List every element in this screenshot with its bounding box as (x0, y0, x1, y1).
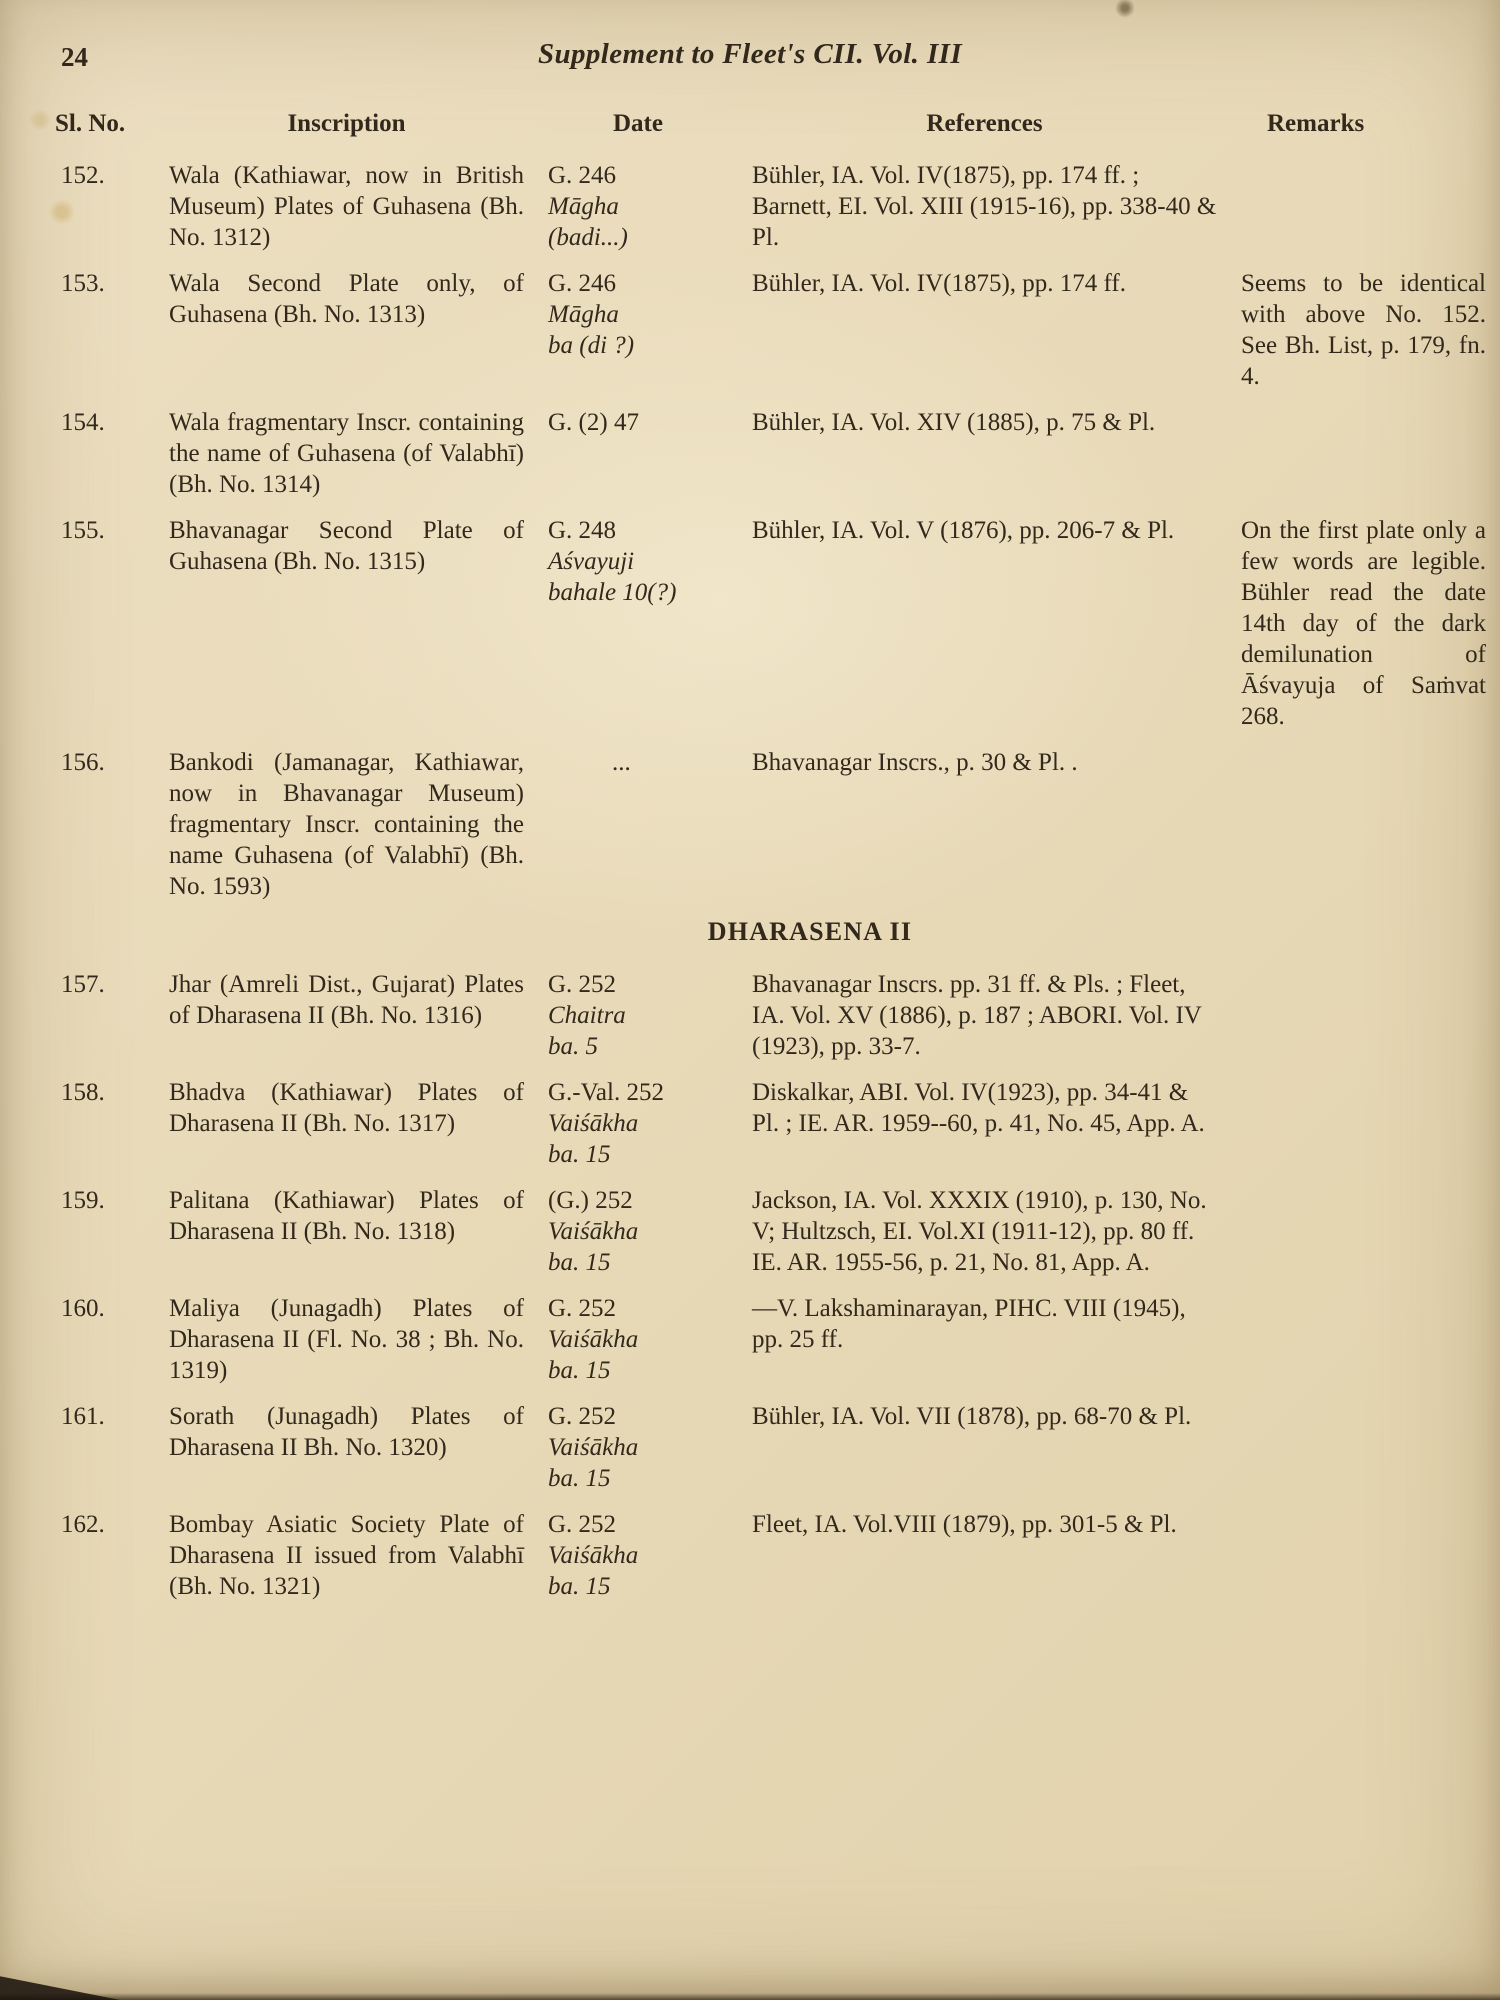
date-cell (548, 1509, 728, 1602)
date-cell (548, 1293, 728, 1386)
inscription-cell: Wala fragmentary Inscr. containing the name of Guhasena (of Valabhī) (Bh. No. 1314) (169, 409, 524, 498)
remarks-cell (1241, 747, 1486, 902)
section-heading: DHARASENA II (707, 917, 913, 946)
date-line: (G.) 252 (548, 1187, 633, 1214)
date-line: G. (2) 47 (548, 409, 639, 436)
column-header-references: References (926, 110, 1043, 137)
row-serial-number: 154. (61, 409, 105, 436)
table-row (55, 1293, 1500, 1386)
remarks-cell (1241, 407, 1486, 500)
date-line: G. 252 (548, 1511, 617, 1538)
page-header (55, 34, 1500, 86)
date-line: Vaiśākha (548, 1542, 639, 1569)
date-line: ba. 15 (548, 1141, 611, 1168)
date-line: (badi...) (548, 224, 628, 251)
inscription-cell: Palitana (Kathiawar) Plates of Dharasena II (Bh. No. 1318) (169, 1187, 524, 1245)
scan-bottom-edge-shadow (0, 1993, 1500, 2000)
date-line: ba. 15 (548, 1249, 611, 1276)
references-cell: Bhavanagar Inscrs., p. 30 & Pl. . (752, 749, 1078, 776)
table-row (55, 1077, 1500, 1170)
date-line: Vaiśākha (548, 1326, 639, 1353)
table-row (55, 1401, 1500, 1494)
inscription-cell: Jhar (Amreli Dist., Gujarat) Plates of Dharasena II (Bh. No. 1316) (169, 971, 524, 1029)
date-line: Vaiśākha (548, 1110, 639, 1137)
remarks-cell (1241, 969, 1486, 1062)
references-cell: Diskalkar, ABI. Vol. IV(1923), pp. 34-41 & Pl. ; IE. AR. 1959--60, p. 41, No. 45, App. A. (752, 1079, 1205, 1137)
remarks-cell (1241, 1185, 1486, 1278)
references-cell: Bhavanagar Inscrs. pp. 31 ff. & Pls. ; Fleet, IA. Vol. XV (1886), p. 187 ; ABORI. Vol. IV (1923), pp. 33-7. (752, 971, 1202, 1060)
date-line: ba (di ?) (548, 332, 635, 359)
date-line: ... (612, 749, 631, 776)
date-line: Vaiśākha (548, 1218, 639, 1245)
remarks-cell: Seems to be identical with above No. 152. See Bh. List, p. 179, fn. 4. (1241, 270, 1486, 390)
inscription-cell: Bhavanagar Second Plate of Guhasena (Bh. No. 1315) (169, 517, 524, 575)
table-row (55, 160, 1500, 253)
references-cell: Fleet, IA. Vol.VIII (1879), pp. 301-5 & Pl. (752, 1511, 1177, 1538)
table-row (55, 969, 1500, 1062)
date-line: Chaitra (548, 1002, 626, 1029)
row-serial-number: 158. (61, 1079, 105, 1106)
remarks-cell (1241, 1077, 1486, 1170)
table-row (55, 515, 1500, 732)
remarks-cell (1241, 160, 1486, 253)
table-row (55, 1509, 1500, 1602)
table-row (55, 747, 1500, 902)
remarks-cell: On the first plate only a few words are legible. Bühler read the date 14th day of the dark demilunation of Āśvayuja of Saṁvat 268. (1241, 517, 1486, 730)
column-header-sl-no: Sl. No. (55, 110, 126, 137)
date-line: G. 246 (548, 270, 617, 297)
column-header-date: Date (613, 110, 663, 137)
remarks-cell (1241, 1509, 1486, 1602)
inscription-cell: Sorath (Junagadh) Plates of Dharasena II Bh. No. 1320) (169, 1403, 524, 1461)
date-cell (548, 268, 728, 392)
date-line: Aśvayuji (548, 548, 635, 575)
date-line: Vaiśākha (548, 1434, 639, 1461)
date-line: ba. 5 (548, 1033, 598, 1060)
date-line: ba. 15 (548, 1573, 611, 1600)
date-cell (548, 969, 728, 1062)
table-row (55, 1185, 1500, 1278)
date-line: Māgha (548, 193, 619, 220)
table-row (55, 407, 1500, 500)
date-cell (548, 1401, 728, 1494)
row-serial-number: 157. (61, 971, 105, 998)
remarks-cell (1241, 1293, 1486, 1386)
page-number: 24 (61, 42, 88, 72)
inscription-cell: Bombay Asiatic Society Plate of Dharasena II issued from Valabhī (Bh. No. 1321) (169, 1511, 524, 1600)
date-cell (548, 407, 728, 500)
date-cell (548, 1185, 728, 1278)
date-line: G. 252 (548, 971, 617, 998)
date-line: bahale 10(?) (548, 579, 677, 606)
row-serial-number: 162. (61, 1511, 105, 1538)
inscription-cell: Wala (Kathiawar, now in British Museum) Plates of Guhasena (Bh. No. 1312) (169, 162, 524, 251)
row-serial-number: 156. (61, 749, 105, 776)
references-cell: Bühler, IA. Vol. VII (1878), pp. 68-70 & Pl. (752, 1403, 1192, 1430)
table-header-row (55, 110, 1500, 138)
inscription-cell: Maliya (Junagadh) Plates of Dharasena II (Fl. No. 38 ; Bh. No. 1319) (169, 1295, 524, 1384)
references-cell: Bühler, IA. Vol. IV(1875), pp. 174 ff. (752, 270, 1126, 297)
date-line: Māgha (548, 301, 619, 328)
date-cell (548, 747, 728, 902)
date-cell (548, 160, 728, 253)
row-serial-number: 161. (61, 1403, 105, 1430)
date-cell (548, 1077, 728, 1170)
date-line: G. 246 (548, 162, 617, 189)
inscription-cell: Bankodi (Jamanagar, Kathiawar, now in Bhavanagar Museum) fragmentary Inscr. containing the name Guhasena (of Valabhī) (Bh. No. 1593) (169, 749, 524, 900)
table-row (55, 268, 1500, 392)
references-cell: Bühler, IA. Vol. XIV (1885), p. 75 & Pl. (752, 409, 1156, 436)
references-cell: Bühler, IA. Vol. V (1876), pp. 206-7 & Pl. (752, 517, 1175, 544)
inscription-cell: Wala Second Plate only, of Guhasena (Bh. No. 1313) (169, 270, 524, 328)
column-header-inscription: Inscription (287, 110, 406, 137)
column-header-remarks: Remarks (1267, 110, 1365, 137)
date-line: G. 252 (548, 1295, 617, 1322)
date-line: G.-Val. 252 (548, 1079, 664, 1106)
date-cell (548, 515, 728, 732)
date-line: G. 248 (548, 517, 617, 544)
references-cell: —V. Lakshaminarayan, PIHC. VIII (1945), pp. 25 ff. (752, 1295, 1186, 1353)
row-serial-number: 152. (61, 162, 105, 189)
row-serial-number: 159. (61, 1187, 105, 1214)
row-serial-number: 153. (61, 270, 105, 297)
inscription-cell: Bhadva (Kathiawar) Plates of Dharasena II (Bh. No. 1317) (169, 1079, 524, 1137)
date-line: ba. 15 (548, 1357, 611, 1384)
date-line: ba. 15 (548, 1465, 611, 1492)
remarks-cell (1241, 1401, 1486, 1494)
row-serial-number: 160. (61, 1295, 105, 1322)
date-line: G. 252 (548, 1403, 617, 1430)
page-title: Supplement to Fleet's CII. Vol. III (537, 38, 963, 70)
table-body (55, 160, 1500, 1602)
references-cell: Jackson, IA. Vol. XXXIX (1910), p. 130, No. V; Hultzsch, EI. Vol.XI (1911-12), pp. 80 ff. IE. AR. 1955-56, p. 21, No. 81, App. A. (752, 1187, 1207, 1276)
row-serial-number: 155. (61, 517, 105, 544)
references-cell: Bühler, IA. Vol. IV(1875), pp. 174 ff. ; Barnett, EI. Vol. XIII (1915-16), pp. 338-40 & Pl. (752, 162, 1217, 251)
